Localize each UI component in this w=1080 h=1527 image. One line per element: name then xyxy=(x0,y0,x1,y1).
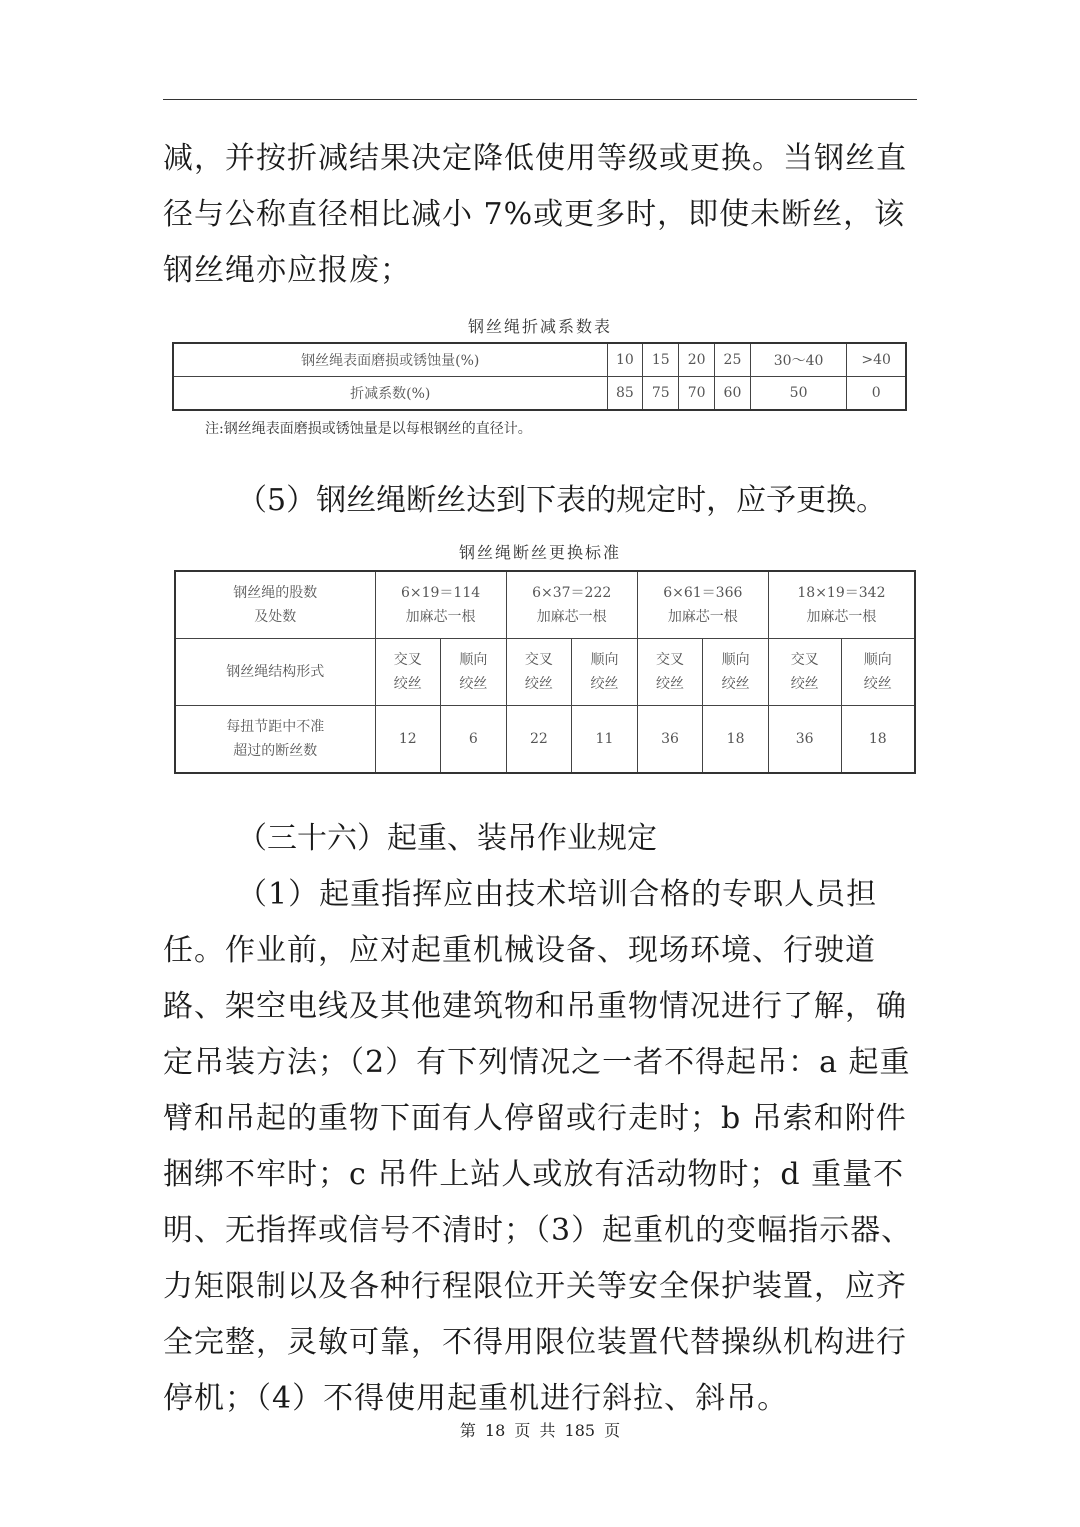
header-cell: 钢丝绳的股数 及处数 xyxy=(175,571,375,639)
table-row xyxy=(173,377,906,411)
table-cell: 12 xyxy=(375,706,441,774)
table-row xyxy=(175,639,915,706)
table-row xyxy=(175,706,915,774)
table-cell: 20 xyxy=(679,343,715,377)
table-cell: 50 xyxy=(750,377,846,411)
table-cell: 11 xyxy=(572,706,638,774)
table-cell: 顺向 绞丝 xyxy=(572,639,638,706)
table-cell: 顺向 绞丝 xyxy=(703,639,769,706)
row-label: 钢丝绳结构形式 xyxy=(175,639,375,706)
table-cell: 75 xyxy=(643,377,679,411)
row-label: 每扭节距中不准 超过的断丝数 xyxy=(175,706,375,774)
table-cell: 36 xyxy=(637,706,703,774)
table-cell: 交叉 绞丝 xyxy=(637,639,703,706)
table-cell: 70 xyxy=(679,377,715,411)
broken-wire-table xyxy=(174,570,916,774)
row-label: 折减系数(%) xyxy=(173,377,607,411)
group-header: 6×37＝222 加麻芯一根 xyxy=(506,571,637,639)
reduction-factor-table xyxy=(172,342,907,411)
table-cell: 60 xyxy=(715,377,751,411)
header-rule xyxy=(163,99,917,100)
section-36-body: （1）起重指挥应由技术培训合格的专职人员担任。作业前，应对起重机械设备、现场环境、行驶道路、架空电线及其他建筑物和吊重物情况进行了解，确定吊装方法；（2）有下列情况之一者不得起吊：a 起重臂和吊起的重物下面有人停留或行走时；b 吊索和附件捆绑不牢时；c 吊件上站人或放有活动物时；d 重量不明、无指挥或信号不清时；（3）起重机的变幅指示器、力矩限制以及各种行程限位开关等安全保护装置，应齐全完整，灵敏可靠，不得用限位装置代替操纵机构进行停机；（4）不得使用起重机进行斜拉、斜吊。 xyxy=(163,877,913,1416)
table-cell: 6 xyxy=(441,706,507,774)
paragraph-1: 减，并按折减结果决定降低使用等级或更换。当钢丝直径与公称直径相比减小 7%或更多时，即使未断丝，该钢丝绳亦应报废； xyxy=(163,141,907,288)
table-cell: 85 xyxy=(607,377,643,411)
table-cell: 交叉 绞丝 xyxy=(375,639,441,706)
table-cell: >40 xyxy=(847,343,906,377)
item-5: （5）钢丝绳断丝达到下表的规定时，应予更换。 xyxy=(237,483,887,518)
table-cell: 15 xyxy=(643,343,679,377)
table2-caption: 钢丝绳断丝更换标准 xyxy=(458,543,621,562)
table-cell: 顺向 绞丝 xyxy=(841,639,915,706)
row-label: 钢丝绳表面磨损或锈蚀量(%) xyxy=(173,343,607,377)
table-cell: 18 xyxy=(841,706,915,774)
table-row xyxy=(173,343,906,377)
page-footer: 第 18 页 共 185 页 xyxy=(459,1421,621,1440)
table-cell: 22 xyxy=(506,706,572,774)
table-cell: 18 xyxy=(703,706,769,774)
table-cell: 10 xyxy=(607,343,643,377)
group-header: 6×19＝114 加麻芯一根 xyxy=(375,571,506,639)
table-row xyxy=(175,571,915,639)
section-36-heading: （三十六）起重、装吊作业规定 xyxy=(237,821,657,856)
table-cell: 顺向 绞丝 xyxy=(441,639,507,706)
table1-caption: 钢丝绳折减系数表 xyxy=(467,317,612,336)
group-header: 18×19＝342 加麻芯一根 xyxy=(768,571,915,639)
table1-note: 注:钢丝绳表面磨损或锈蚀量是以每根钢丝的直径计。 xyxy=(205,421,532,437)
table-cell: 交叉 绞丝 xyxy=(506,639,572,706)
table-cell: 0 xyxy=(847,377,906,411)
group-header: 6×61＝366 加麻芯一根 xyxy=(637,571,768,639)
table-cell: 交叉 绞丝 xyxy=(768,639,841,706)
table-cell: 36 xyxy=(768,706,841,774)
table-cell: 25 xyxy=(715,343,751,377)
table-cell: 30～40 xyxy=(750,343,846,377)
